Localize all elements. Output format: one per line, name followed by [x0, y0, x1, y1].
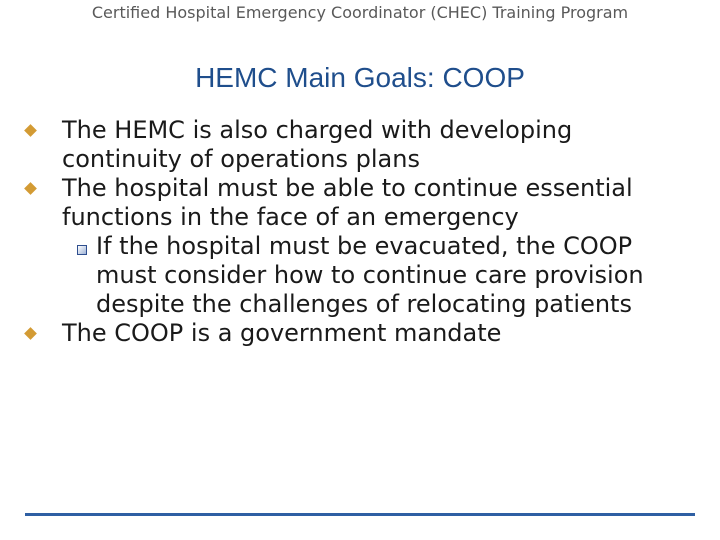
square-bullet-icon [77, 245, 87, 255]
slide-title: HEMC Main Goals: COOP [195, 62, 525, 93]
bullet-item-3 [62, 319, 682, 348]
program-header: Certified Hospital Emergency Coordinator (CHEC) Training Program [91, 3, 629, 22]
bullet-text-2: The hospital must be able to continue essential functions in the face of an emergency [62, 174, 633, 231]
diamond-bullet-icon [24, 124, 37, 137]
bullet-item-1 [62, 116, 682, 174]
footer-divider [25, 513, 695, 516]
sub-bullet-text-1: If the hospital must be evacuated, the COOP must consider how to continue care provision despite the challenges of relocating patients [96, 232, 644, 318]
bullet-item-2 [62, 174, 682, 232]
sub-bullet-item-1 [96, 232, 696, 319]
bullet-text-3: The COOP is a government mandate [62, 319, 502, 347]
diamond-bullet-icon [24, 327, 37, 340]
bullet-text-1: The HEMC is also charged with developing continuity of operations plans [62, 116, 573, 173]
diamond-bullet-icon [24, 182, 37, 195]
bullet-list [0, 116, 720, 348]
